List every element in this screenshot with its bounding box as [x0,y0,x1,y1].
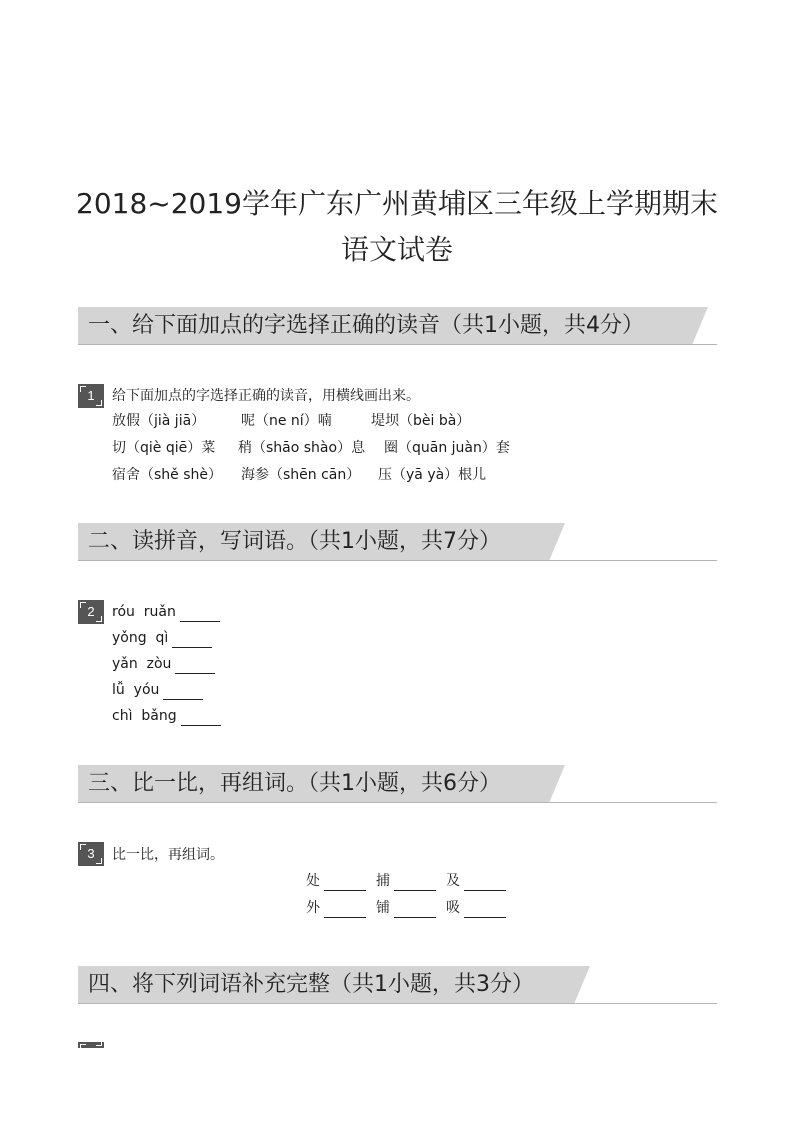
pinyin-option: 呢（ne ní）喃 [241,413,332,429]
question-number-badge [78,1042,104,1048]
pinyin-option: 堤坝（bèi bà） [371,413,471,429]
section-title: 一、给下面加点的字选择正确的读音（共1小题，共4分） [88,313,644,338]
compare-item: 外 [306,898,366,918]
pinyin-option: 宿舍（shě shè） [112,467,223,483]
question-prompt: 给下面加点的字选择正确的读音，用横线画出来。 [112,388,420,404]
pinyin-option: 圈（quān juàn）套 [384,440,510,456]
answer-blank[interactable] [163,685,203,700]
answer-blank[interactable] [464,876,506,891]
compare-item: 处 [306,871,366,891]
answer-blank[interactable] [394,903,436,918]
pinyin-option: 稍（shāo shào）息 [238,440,366,456]
question-number-badge: 2 [78,600,104,624]
page-title: 2018~2019学年广东广州黄埔区三年级上学期期末 [76,187,718,220]
answer-blank[interactable] [181,711,221,726]
compare-item: 及 [446,871,506,891]
answer-blank[interactable] [464,903,506,918]
compare-item: 捕 [376,871,436,891]
answer-blank[interactable] [324,903,366,918]
question-prompt: 比一比，再组词。 [112,847,224,863]
section-title: 三、比一比，再组词。（共1小题，共6分） [88,771,501,796]
question-number-badge: 1 [78,384,104,408]
answer-blank[interactable] [175,659,215,674]
answer-blank[interactable] [394,876,436,891]
answer-blank[interactable] [180,607,220,622]
question-number-badge: 3 [78,842,104,866]
pinyin-item: yǒng qì [112,628,212,648]
compare-item: 铺 [376,898,436,918]
pinyin-item: chì bǎng [112,706,221,726]
pinyin-item: lǚ yóu [112,680,203,700]
pinyin-option: 海参（shēn cān） [241,467,361,483]
section-title: 四、将下列词语补充完整（共1小题，共3分） [88,972,534,997]
answer-blank[interactable] [172,633,212,648]
answer-blank[interactable] [324,876,366,891]
pinyin-item: róu ruǎn [112,602,220,622]
section-title: 二、读拼音，写词语。（共1小题，共7分） [88,529,501,554]
page-subtitle: 语文试卷 [340,233,453,266]
pinyin-option: 放假（jià jiā） [112,413,206,429]
pinyin-item: yǎn zòu [112,654,215,674]
pinyin-option: 压（yā yà）根儿 [378,467,487,483]
compare-item: 吸 [446,898,506,918]
pinyin-option: 切（qiè qiē）菜 [112,440,216,456]
